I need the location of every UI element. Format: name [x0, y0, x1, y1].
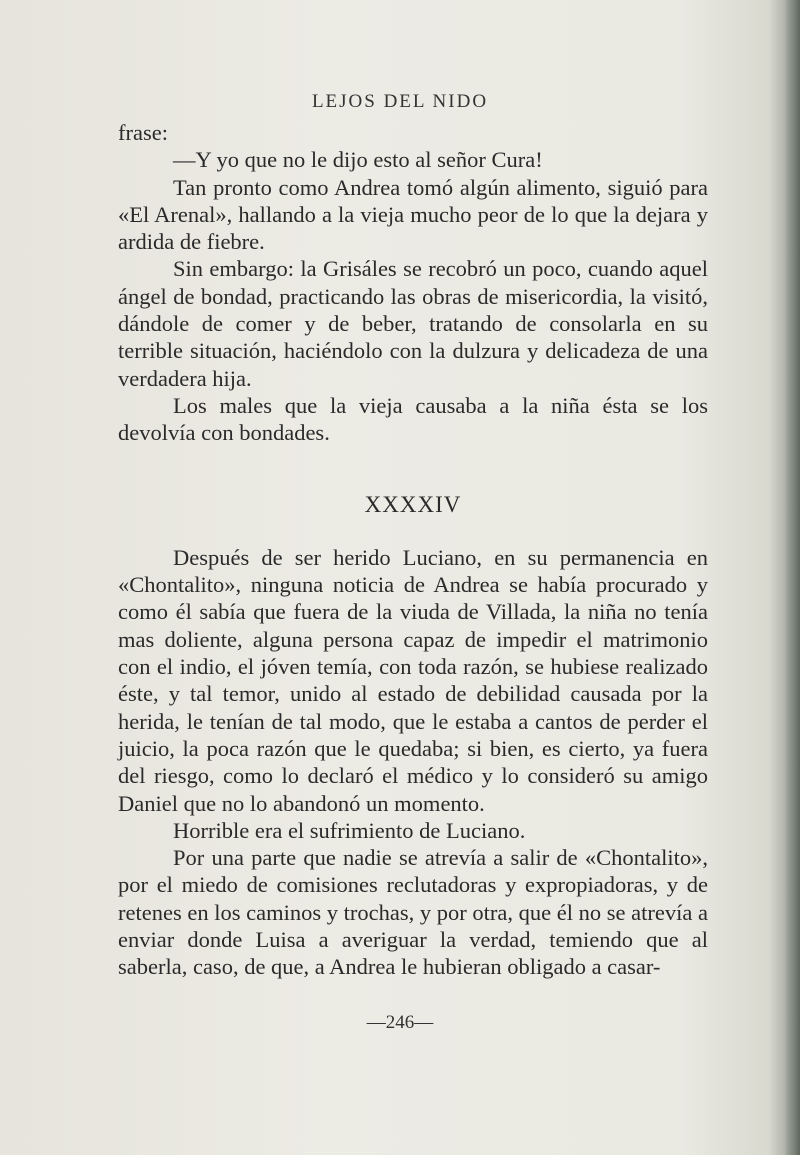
paragraph: —Y yo que no le dijo esto al señor Cura!: [173, 147, 543, 173]
paragraph: Tan pronto como Andrea tomó algún alimento, siguió para «El Arenal», hallando a la vieja mucho peor de lo que la dejara y ardida de fiebre.: [118, 174, 708, 255]
paragraph: frase:: [118, 120, 168, 145]
paragraph: Por una parte que nadie se atrevía a salir de «Chontalito», por el miedo de comisiones reclutadoras y expropiadoras, y de retenes en los caminos y trochas, y por otra, que él no se atrevía a enviar donde Luisa a averiguar la verdad, temiendo que al saberla, caso, de que, a Andrea le hubieran obligado a casar-: [118, 845, 708, 980]
section-heading: XXXXIV: [364, 491, 462, 517]
paragraph: Horrible era el sufrimiento de Luciano.: [173, 817, 526, 843]
paragraph: Sin embargo: la Grisáles se recobró un poco, cuando aquel ángel de bondad, practicando las obras de misericordia, la visitó, dándole de comer y de beber, tratando de consolarla en su terrible situación, haciéndolo con la dulzura y delicadeza de una verdadera hija.: [118, 256, 708, 391]
paragraph: Los males que la vieja causaba a la niña ésta se los devolvía con bondades.: [118, 392, 708, 446]
body-text: [118, 119, 708, 981]
page-number: —246—: [366, 1012, 434, 1033]
running-head: LEJOS DEL NIDO: [311, 91, 489, 112]
paragraph: Después de ser herido Luciano, en su permanencia en «Chontalito», ninguna noticia de Andrea se había procurado y como él sabía que fuera de la viuda de Villada, la niña no tenía mas doliente, alguna persona capaz de impedir el matrimonio con el indio, el jóven temía, con toda razón, se hubiese realizado éste, y tal temor, unido al estado de debilidad causada por la herida, le tenían de tal modo, que le estaba a cantos de perder el juicio, la poca razón que le quedaba; si bien, es cierto, ya fuera del riesgo, como lo declaró el médico y lo consideró su amigo Daniel que no lo abandonó un momento.: [118, 544, 708, 816]
page-edge-shadow: [784, 0, 800, 1155]
